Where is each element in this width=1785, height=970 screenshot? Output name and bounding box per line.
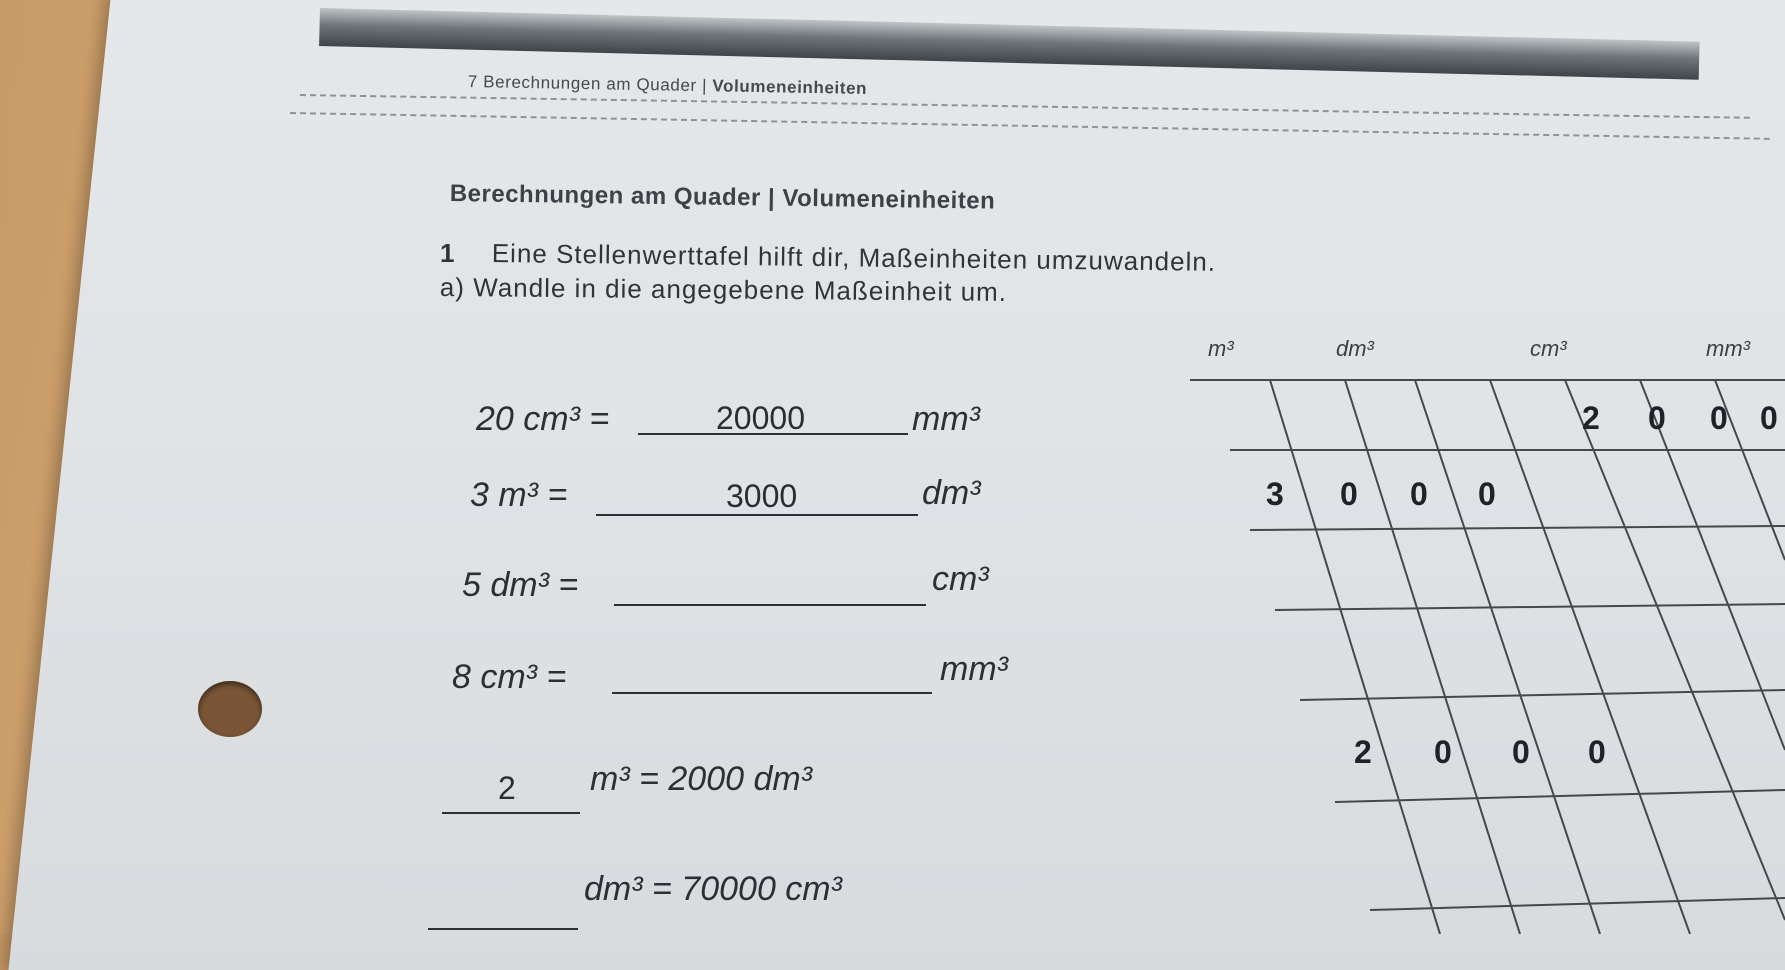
table-row2-digit-1: 3 [1266,476,1284,512]
table-header-mm3: mm³ [1706,336,1750,361]
equation-3-left: 5 dm³ = [462,566,579,604]
equation-4-unit: mm³ [940,650,1008,688]
table-row1-digit-4: 0 [1760,400,1778,436]
worksheet-heading: Berechnungen am Quader | Volumeneinheiten [449,180,996,215]
table-header-dm3: dm³ [1336,336,1374,361]
table-row5-digit-1: 2 [1354,734,1372,770]
equation-1-left: 20 cm³ = [476,400,610,438]
answer-5: 2 [498,770,516,806]
equation-2-left: 3 m³ = [470,476,568,514]
table-row1-digit-3: 0 [1710,400,1728,436]
answer-1: 20000 [716,400,805,436]
subtask-a-instruction: a) Wandle in die angegebene Maßeinheit um. [439,272,1008,307]
answer-2: 3000 [726,478,798,514]
table-row1-digit-1: 2 [1582,400,1600,436]
task-number: 1 [440,238,455,268]
equation-1-unit: mm³ [912,400,980,438]
table-row1-digit-2: 0 [1648,400,1666,436]
table-row5-digit-3: 0 [1512,734,1530,770]
table-row2-digit-3: 0 [1410,476,1428,512]
table-row2-digit-4: 0 [1478,476,1496,512]
chapter-title-prefix: 7 Berechnungen am Quader | [467,72,713,96]
task-instruction: Eine Stellenwerttafel hilft dir, Maßeinheiten umzuwandeln. [491,238,1217,277]
equation-3-unit: cm³ [932,560,989,598]
table-row5-digit-4: 0 [1588,734,1606,770]
equation-2-unit: dm³ [922,474,981,512]
table-row2-digit-2: 0 [1340,476,1358,512]
equation-5-right: m³ = 2000 dm³ [590,760,813,798]
equation-6-right: dm³ = 70000 cm³ [584,870,842,908]
table-header-cm3: cm³ [1530,336,1567,361]
table-header-m3: m³ [1208,336,1234,361]
chapter-title-bold: Volumeneinheiten [712,76,868,98]
table-row5-digit-2: 0 [1434,734,1452,770]
equation-4-left: 8 cm³ = [452,658,567,696]
